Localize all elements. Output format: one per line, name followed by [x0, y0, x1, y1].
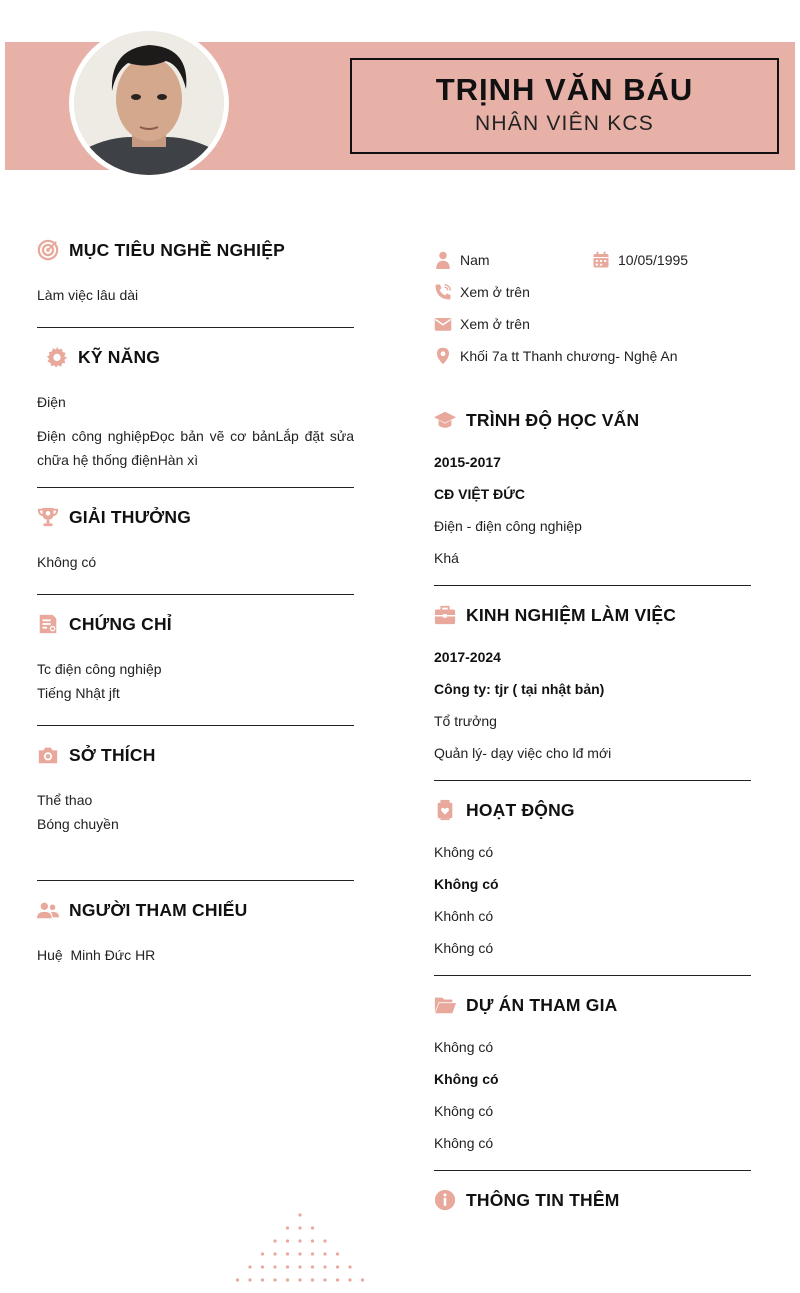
- decorative-dot: [298, 1278, 301, 1281]
- decorative-dot: [336, 1252, 339, 1255]
- divider: [434, 975, 751, 976]
- decorative-dot: [298, 1265, 301, 1268]
- decorative-dot: [286, 1239, 289, 1242]
- activity-item-3: Khônh có: [434, 908, 494, 924]
- objective-title: MỤC TIÊU NGHỀ NGHIỆP: [69, 239, 285, 260]
- divider: [37, 487, 354, 488]
- divider: [434, 1170, 751, 1171]
- skills-section: [46, 344, 160, 370]
- divider: [434, 780, 751, 781]
- activity-item-1: Không có: [434, 844, 494, 860]
- decorative-dot: [348, 1265, 351, 1268]
- objective-text: Làm việc lâu dài: [37, 287, 139, 303]
- certificate-icon: [37, 613, 59, 635]
- email-row: [434, 315, 530, 333]
- education-period: 2015-2017: [434, 454, 501, 470]
- decorative-dot: [311, 1265, 314, 1268]
- decorative-dot: [348, 1278, 351, 1281]
- decorative-dot: [311, 1252, 314, 1255]
- badge-icon: [434, 799, 456, 821]
- phone-row: [434, 283, 530, 301]
- project-item-3: Không có: [434, 1103, 494, 1119]
- gear-icon: [46, 346, 68, 368]
- birthday-row: [592, 251, 688, 269]
- decorative-dot: [298, 1239, 301, 1242]
- divider: [37, 725, 354, 726]
- decorative-dot: [298, 1252, 301, 1255]
- hobby-item-2: Bóng chuyền: [37, 816, 119, 832]
- awards-title: GIẢI THƯỞNG: [69, 506, 192, 527]
- target-icon: [37, 239, 59, 261]
- certificates-section: [37, 611, 354, 637]
- references-section: [37, 897, 354, 923]
- certificate-item-1: Tc điện công nghiệp: [37, 661, 162, 677]
- education-grade: Khá: [434, 550, 459, 566]
- certificates-title: CHỨNG CHỈ: [69, 613, 172, 634]
- divider: [37, 327, 354, 328]
- divider: [37, 594, 354, 595]
- awards-text: Không có: [37, 554, 97, 570]
- info-icon: [434, 1189, 456, 1211]
- objective-section: [37, 237, 354, 263]
- decorative-dot: [323, 1252, 326, 1255]
- hobbies-section: [37, 742, 354, 768]
- experience-company: Công ty: tjr ( tại nhật bản): [434, 681, 605, 697]
- decorative-dot: [236, 1278, 239, 1281]
- skills-title: KỸ NĂNG: [78, 346, 161, 367]
- decorative-dot: [261, 1252, 264, 1255]
- experience-role: Tổ trưởng: [434, 713, 497, 729]
- decorative-dot: [248, 1278, 251, 1281]
- trophy-icon: [37, 506, 59, 528]
- decorative-dot: [261, 1265, 264, 1268]
- hobbies-title: SỞ THÍCH: [69, 744, 156, 765]
- skill-name: Điện: [37, 394, 66, 410]
- decorative-dots: [200, 1205, 400, 1293]
- location-pin-icon: [434, 347, 452, 365]
- gender-value: Nam: [460, 252, 490, 268]
- email-icon: [434, 315, 452, 333]
- skill-description-line1: Điện công nghiệpĐọc bản vẽ cơ bảnLắp đặt sửa: [37, 428, 354, 444]
- additional-title: THÔNG TIN THÊM: [466, 1189, 620, 1210]
- education-title: TRÌNH ĐỘ HỌC VẤN: [466, 409, 640, 430]
- project-item-2: Không có: [434, 1071, 499, 1087]
- additional-section: [434, 1187, 751, 1213]
- person-icon: [434, 251, 452, 269]
- activity-item-2: Không có: [434, 876, 499, 892]
- skill-description-line2: chữa hệ thống điệnHàn xì: [37, 452, 199, 468]
- certificate-item-2: Tiếng Nhật jft: [37, 685, 120, 701]
- activity-item-4: Không có: [434, 940, 494, 956]
- education-section: [434, 407, 751, 433]
- email-value: Xem ở trên: [460, 316, 530, 332]
- project-item-4: Không có: [434, 1135, 494, 1151]
- avatar-photo: [74, 31, 224, 175]
- decorative-dot: [286, 1226, 289, 1229]
- gender-row: [434, 251, 490, 269]
- decorative-dot: [311, 1239, 314, 1242]
- decorative-dot: [286, 1252, 289, 1255]
- birthday-value: 10/05/1995: [618, 252, 689, 268]
- projects-section: [434, 992, 751, 1018]
- activities-title: HOẠT ĐỘNG: [466, 799, 575, 820]
- experience-section: [434, 602, 751, 628]
- projects-title: DỰ ÁN THAM GIA: [466, 994, 618, 1015]
- decorative-dot: [323, 1265, 326, 1268]
- calendar-icon: [592, 251, 610, 269]
- activities-section: [434, 797, 751, 823]
- decorative-dot: [298, 1226, 301, 1229]
- candidate-name: TRỊNH VĂN BÁU: [435, 72, 694, 107]
- decorative-dot: [323, 1239, 326, 1242]
- decorative-dot: [286, 1265, 289, 1268]
- decorative-dot: [361, 1278, 364, 1281]
- phone-icon: [434, 283, 452, 301]
- education-school: CĐ VIỆT ĐỨC: [434, 486, 525, 502]
- name-box: [350, 58, 779, 154]
- reference-text: Huệ Minh Đức HR: [37, 947, 156, 963]
- experience-description: Quản lý- dạy việc cho lđ mới: [434, 745, 612, 761]
- experience-period: 2017-2024: [434, 649, 501, 665]
- experience-title: KINH NGHIỆM LÀM VIỆC: [466, 604, 677, 625]
- graduation-cap-icon: [434, 409, 456, 431]
- education-major: Điện - điện công nghiệp: [434, 518, 582, 534]
- folder-icon: [434, 994, 456, 1016]
- decorative-dot: [311, 1278, 314, 1281]
- divider: [37, 880, 354, 881]
- decorative-dot: [298, 1213, 301, 1216]
- people-icon: [37, 899, 59, 921]
- decorative-dot: [273, 1252, 276, 1255]
- briefcase-icon: [434, 604, 456, 626]
- decorative-dot: [273, 1265, 276, 1268]
- decorative-dot: [248, 1265, 251, 1268]
- project-item-1: Không có: [434, 1039, 494, 1055]
- references-title: NGƯỜI THAM CHIẾU: [69, 899, 248, 920]
- decorative-dot: [323, 1278, 326, 1281]
- camera-icon: [37, 744, 59, 766]
- hobby-item-1: Thể thao: [37, 792, 93, 808]
- avatar: [69, 26, 229, 180]
- divider: [434, 585, 751, 586]
- decorative-dot: [336, 1265, 339, 1268]
- decorative-dot: [273, 1278, 276, 1281]
- awards-section: [37, 504, 354, 530]
- decorative-dot: [273, 1239, 276, 1242]
- decorative-dot: [336, 1278, 339, 1281]
- decorative-dot: [286, 1278, 289, 1281]
- candidate-position: NHÂN VIÊN KCS: [475, 112, 654, 135]
- decorative-dot: [261, 1278, 264, 1281]
- address-row: [434, 347, 678, 365]
- address-value: Khối 7a tt Thanh chương- Nghệ An: [460, 348, 678, 364]
- phone-value: Xem ở trên: [460, 284, 530, 300]
- decorative-dot: [311, 1226, 314, 1229]
